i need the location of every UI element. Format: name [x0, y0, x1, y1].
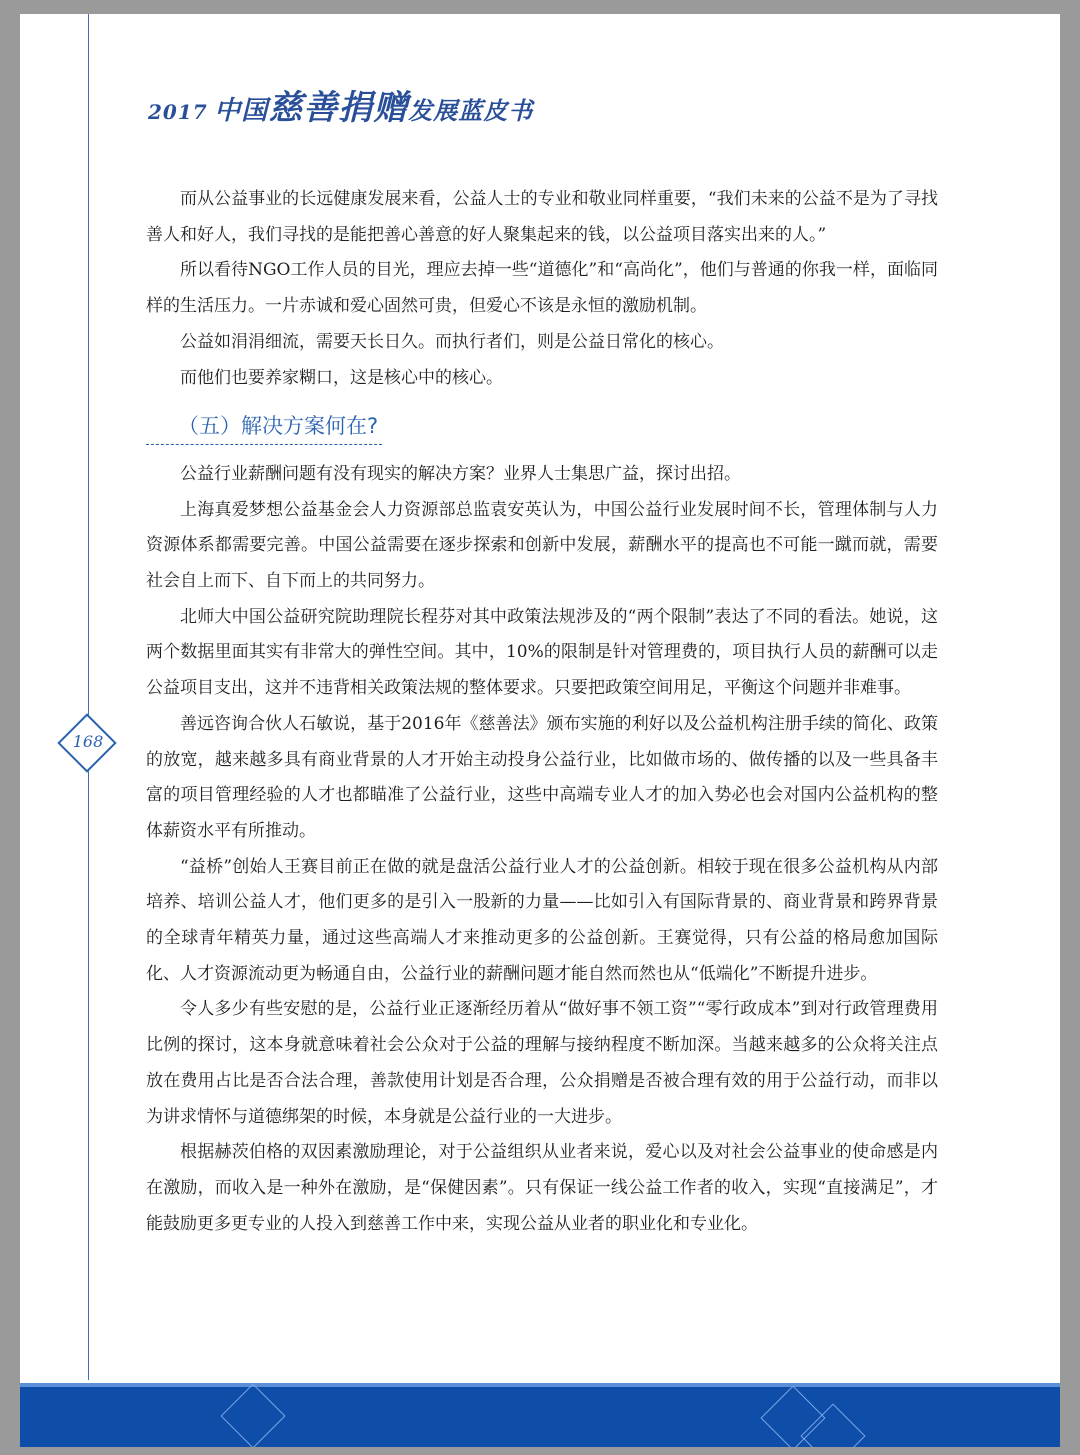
paragraph: 北师大中国公益研究院助理院长程芬对其中政策法规涉及的“两个限制”表达了不同的看法。她说，这两个数据里面其实有非常大的弹性空间。其中，10%的限制是针对管理费的，项目执行人员的薪酬可以走公益项目支出，这并不违背相关政策法规的整体要求。只要把政策空间用足，平衡这个问题并非难事。 — [146, 606, 938, 699]
article-body — [146, 182, 938, 1242]
section-heading — [146, 410, 938, 447]
paragraph: 根据赫茨伯格的双因素激励理论，对于公益组织从业者来说，爱心以及对社会公益事业的使命感是内在激励，而收入是一种外在激励，是“保健因素”。只有保证一线公益工作者的收入，实现“直接满足”，才能鼓励更多更专业的人投入到慈善工作中来，实现公益从业者的职业化和专业化。 — [146, 1142, 938, 1234]
page-number: 168 — [72, 732, 104, 751]
header-title-part3: 发展蓝皮书 — [408, 96, 534, 125]
paragraph: 所以看待NGO工作人员的目光，理应去掉一些“道德化”和“高尚化”，他们与普通的你我一样，面临同样的生活压力。一片赤诚和爱心固然可贵，但爱心不该是永恒的激励机制。 — [146, 260, 938, 317]
paragraph: 令人多少有些安慰的是，公益行业正逐渐经历着从“做好事不领工资”“零行政成本”到对行政管理费用比例的探讨，这本身就意味着社会公众对于公益的理解与接纳程度不断加深。当越来越多的公众将关注点放在费用占比是否合法合理，善款使用计划是否合理，公众捐赠是否被合理有效的用于公益行动，而非以为讲求情怀与道德绑架的时候，本身就是公益行业的一大进步。 — [146, 999, 938, 1127]
margin-rule — [88, 14, 89, 1380]
paragraph: 公益行业薪酬问题有没有现实的解决方案？业界人士集思广益，探讨出招。 — [180, 463, 741, 484]
header-title-part2: 慈善捐赠 — [268, 88, 409, 128]
running-header — [148, 80, 533, 129]
paragraph: 而从公益事业的长远健康发展来看，公益人士的专业和敬业同样重要，“我们未来的公益不是为了寻找善人和好人，我们寻找的是能把善心善意的好人聚集起来的钱，以公益项目落实出来的人。” — [146, 189, 938, 245]
footer-strip — [20, 1383, 1060, 1387]
header-year: 2017 — [148, 100, 208, 124]
paragraph: 上海真爱梦想公益基金会人力资源部总监袁安英认为，中国公益行业发展时间不长，管理体制与人力资源体系都需要完善。中国公益需要在逐步探索和创新中发展，薪酬水平的提高也不可能一蹴而就，需要社会自上而下、自下而上的共同努力。 — [146, 499, 938, 592]
paragraph: “益桥”创始人王赛目前正在做的就是盘活公益行业人才的公益创新。相较于现在很多公益机构从内部培养、培训公益人才，他们更多的是引入一股新的力量——比如引入有国际背景的、商业背景和跨界背景的全球青年精英力量，通过这些高端人才来推动更多的公益创新。王赛觉得，只有公益的格局愈加国际化、人才资源流动更为畅通自由，公益行业的薪酬问题才能自然而然也从“低端化”不断提升进步。 — [146, 856, 938, 984]
paragraph: 而他们也要养家糊口，这是核心中的核心。 — [180, 367, 503, 388]
footer-diamond-decoration — [220, 1383, 285, 1447]
paragraph: 善远咨询合伙人石敏说，基于2016年《慈善法》颁布实施的利好以及公益机构注册手续的简化、政策的放宽，越来越多具有商业背景的人才开始主动投身公益行业，比如做市场的、做传播的以及一些具备丰富的项目管理经验的人才也都瞄准了公益行业，这些中高端专业人才的加入势必也会对国内公益机构的整体薪资水平有所推动。 — [146, 713, 938, 841]
header-title-part1: 中国 — [214, 96, 269, 126]
page-number-badge — [66, 722, 108, 764]
paragraph: 公益如涓涓细流，需要天长日久。而执行者们，则是公益日常化的核心。 — [180, 331, 724, 352]
section-title: （五）解决方案何在? — [146, 410, 382, 445]
footer-band — [20, 1383, 1060, 1447]
